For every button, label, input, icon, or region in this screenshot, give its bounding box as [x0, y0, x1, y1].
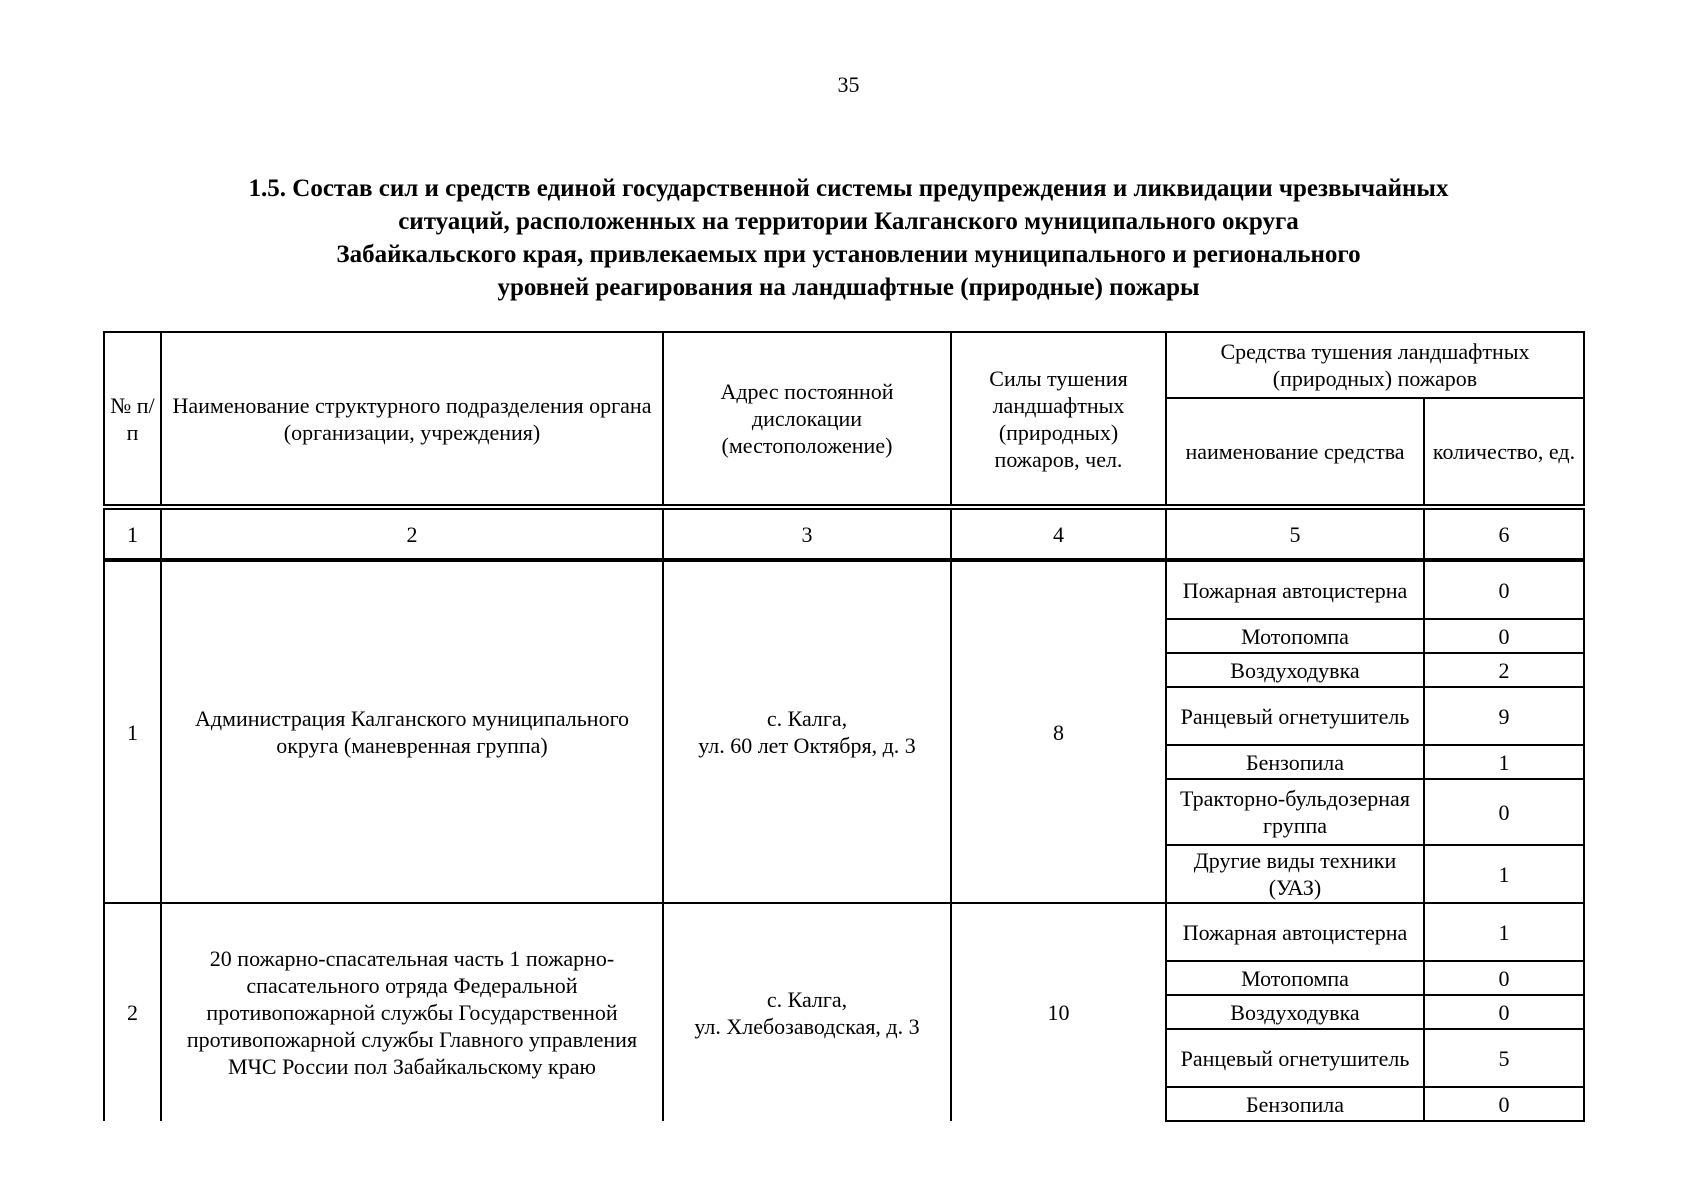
- row-num: 1: [104, 561, 161, 903]
- row-forces: 8: [951, 561, 1166, 903]
- means-name: Воздуходувка: [1166, 653, 1424, 687]
- table-row: [104, 903, 1584, 961]
- column-number: 6: [1424, 509, 1584, 559]
- row-name: Администрация Калганского муниципального округа (маневренная группа): [161, 561, 663, 903]
- document-title: [100, 172, 1597, 304]
- header-means-qty: количество, ед.: [1424, 398, 1584, 505]
- means-name: Другие виды техники (УАЗ): [1166, 845, 1424, 903]
- column-number: 2: [161, 509, 663, 559]
- header-num: № п/п: [104, 332, 161, 505]
- means-qty: 1: [1424, 745, 1584, 779]
- title-line: 1.5. Состав сил и средств единой государственной системы предупреждения и ликвидации чрезвычайных: [248, 175, 1449, 202]
- means-qty: 0: [1424, 961, 1584, 995]
- header-means-group: Средства тушения ландшафтных (природных) пожаров: [1166, 332, 1584, 398]
- table-body: [103, 560, 1585, 1122]
- means-qty: 0: [1424, 779, 1584, 845]
- title-line: Забайкальского края, привлекаемых при установлении муниципального и регионального: [336, 241, 1361, 268]
- row-address: [663, 561, 951, 903]
- header-name: Наименование структурного подразделения органа (организации, учреждения): [161, 332, 663, 505]
- row-address: [663, 903, 951, 1121]
- column-number: 5: [1166, 509, 1424, 559]
- header-address: Адрес постоянной дислокации (местоположение): [663, 332, 951, 505]
- means-name: Ранцевый огнетушитель: [1166, 1029, 1424, 1087]
- means-name: Ранцевый огнетушитель: [1166, 687, 1424, 745]
- page-number: 35: [837, 72, 860, 97]
- row-name: 20 пожарно-спасательная часть 1 пожарно-спасательного отряда Федеральной противопожарной службы Государственной противопожарной службы Главного управления МЧС России пол Забайкальскому краю: [161, 903, 663, 1121]
- header-means-name: наименование средства: [1166, 398, 1424, 505]
- table-header: [103, 331, 1585, 506]
- means-name: Мотопомпа: [1166, 619, 1424, 653]
- means-qty: 9: [1424, 687, 1584, 745]
- means-qty: 0: [1424, 561, 1584, 619]
- means-qty: 0: [1424, 619, 1584, 653]
- address-line: ул. Хлебозаводская, д. 3: [694, 1013, 920, 1039]
- means-qty: 1: [1424, 845, 1584, 903]
- address-line: ул. 60 лет Октября, д. 3: [698, 733, 916, 758]
- column-number: 4: [951, 509, 1166, 559]
- means-qty: 0: [1424, 1087, 1584, 1121]
- title-line: ситуаций, расположенных на территории Калганского муниципального округа: [398, 208, 1299, 235]
- table-row: [104, 561, 1584, 619]
- row-forces: 10: [951, 903, 1166, 1121]
- row-num: 2: [104, 903, 161, 1121]
- column-number: 1: [104, 509, 161, 559]
- means-qty: 1: [1424, 903, 1584, 961]
- means-name: Бензопила: [1166, 1087, 1424, 1121]
- header-forces: Силы тушения ландшафтных (природных) пожаров, чел.: [951, 332, 1166, 505]
- means-qty: 5: [1424, 1029, 1584, 1087]
- means-name: Бензопила: [1166, 745, 1424, 779]
- table-column-numbers: [103, 508, 1585, 560]
- means-name: Тракторно-бульдозерная группа: [1166, 779, 1424, 845]
- means-name: Пожарная автоцистерна: [1166, 561, 1424, 619]
- means-qty: 2: [1424, 653, 1584, 687]
- means-name: Пожарная автоцистерна: [1166, 903, 1424, 961]
- means-qty: 0: [1424, 995, 1584, 1029]
- title-line: уровней реагирования на ландшафтные (природные) пожары: [497, 274, 1200, 301]
- column-number: 3: [663, 509, 951, 559]
- means-name: Воздуходувка: [1166, 995, 1424, 1029]
- means-name: Мотопомпа: [1166, 961, 1424, 995]
- address-line: с. Калга,: [766, 986, 848, 1012]
- address-line: с. Калга,: [766, 706, 848, 731]
